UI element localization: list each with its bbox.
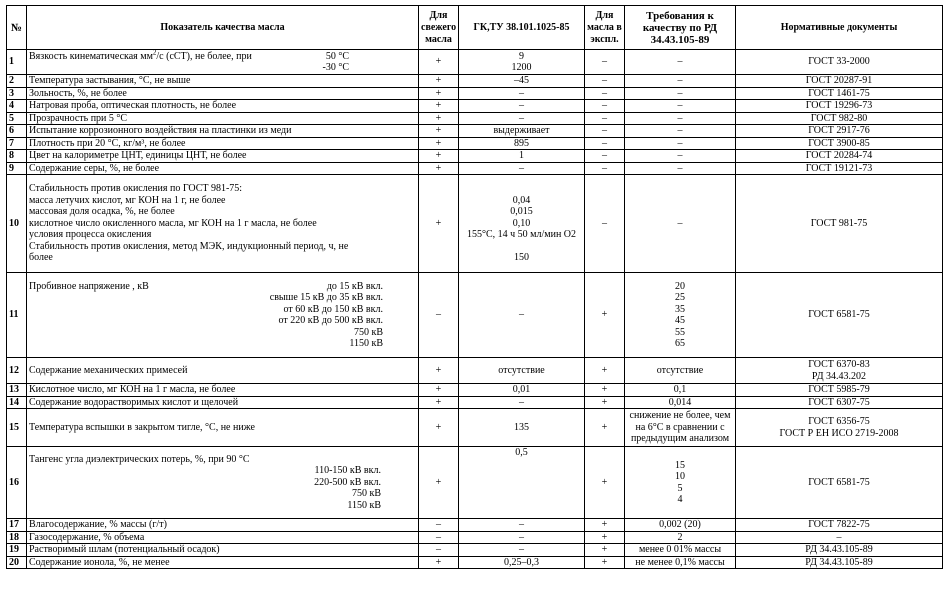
header-indicator: Показатель качества масла <box>27 6 419 50</box>
norm-cell: ГОСТ 5985-79 <box>736 384 943 397</box>
oper-cell: + <box>585 409 625 447</box>
table-row <box>7 75 943 88</box>
row-num: 3 <box>7 87 27 100</box>
fresh-cell: – <box>419 531 459 544</box>
row-num: 6 <box>7 125 27 138</box>
header-fresh: Для свежего масла <box>419 6 459 50</box>
indicator-text: Кислотное число, мг КОН на 1 г масла, не более <box>27 384 419 397</box>
table-row <box>7 137 943 150</box>
fresh-cell: – <box>419 544 459 557</box>
fresh-cell: + <box>419 112 459 125</box>
oper-cell: + <box>585 544 625 557</box>
indicator-sub: -30 °С <box>322 62 349 73</box>
req-cell: – <box>625 150 736 163</box>
gk-cell: 1 <box>459 150 585 163</box>
row-num: 19 <box>7 544 27 557</box>
header-req: Требования к качеству по РД 34.43.105-89 <box>625 6 736 50</box>
indicator-text: Температура застывания, °С, не выше <box>27 75 419 88</box>
indicator-line: Стабильность против окисления по ГОСТ 981-75: <box>29 183 243 195</box>
norm-cell: ГОСТ 7822-75 <box>736 519 943 532</box>
req-value: 55 <box>675 326 685 338</box>
gk-value: 1200 <box>511 62 532 73</box>
norm-value: ГОСТ Р ЕН ИСО 2719-2008 <box>779 427 899 439</box>
norm-cell: ГОСТ 2917-76 <box>736 125 943 138</box>
norm-cell: ГОСТ 20287-91 <box>736 75 943 88</box>
oper-cell: – <box>585 87 625 100</box>
table-row <box>7 396 943 409</box>
req-value: 35 <box>675 303 685 315</box>
table-row <box>7 125 943 138</box>
gk-value <box>461 183 582 195</box>
req-value: 65 <box>675 338 685 349</box>
gk-cell: выдерживает <box>459 125 585 138</box>
oper-cell: – <box>585 175 625 273</box>
oper-cell: + <box>585 358 625 384</box>
req-value: на 6°С в сравнении с <box>635 421 725 433</box>
indicator-text: Цвет на калориметре ЦНТ, единицы ЦНТ, не более <box>27 150 419 163</box>
table-row <box>7 556 943 569</box>
oil-quality-table <box>6 5 943 569</box>
norm-cell: – <box>736 531 943 544</box>
indicator-text: Прозрачность при 5 °С <box>27 112 419 125</box>
gk-cell: – <box>459 112 585 125</box>
req-cell <box>625 409 736 447</box>
req-value: 20 <box>675 280 685 292</box>
header-row <box>7 6 943 50</box>
row-num: 13 <box>7 384 27 397</box>
req-cell <box>625 447 736 519</box>
req-cell: не менее 0,1% массы <box>625 556 736 569</box>
oper-cell: + <box>585 384 625 397</box>
fresh-cell: + <box>419 175 459 273</box>
table-row <box>7 273 943 358</box>
oper-cell: – <box>585 75 625 88</box>
req-cell: – <box>625 50 736 75</box>
req-value: снижение не более, чем <box>629 410 731 422</box>
table-row <box>7 175 943 273</box>
norm-value: РД 34.43.202 <box>811 370 867 382</box>
indicator-text: Вязкость кинематическая $мм^2/с$ (сСТ), не более, при <box>29 49 252 62</box>
table-row <box>7 162 943 175</box>
gk-value: 0,10 <box>512 217 531 229</box>
indicator-text: Зольность, %, не более <box>27 87 419 100</box>
oper-cell: + <box>585 273 625 358</box>
norm-cell: ГОСТ 6581-75 <box>736 273 943 358</box>
row-num: 7 <box>7 137 27 150</box>
norm-cell: ГОСТ 982-80 <box>736 112 943 125</box>
req-value: предыдущим анализом <box>630 433 730 445</box>
indicator-text: Содержание серы, %, не более <box>27 162 419 175</box>
indicator-line: масса летучих кислот, мг КОН на 1 г, не более <box>29 194 226 206</box>
oper-cell: + <box>585 519 625 532</box>
indicator-sub: 1150 кВ <box>349 338 383 349</box>
norm-cell: ГОСТ 19296-73 <box>736 100 943 113</box>
req-cell: 2 <box>625 531 736 544</box>
fresh-cell: + <box>419 150 459 163</box>
fresh-cell: + <box>419 384 459 397</box>
indicator-sub: от 220 кВ до 500 кВ вкл. <box>278 315 383 326</box>
indicator-text: Пробивное напряжение , кВ <box>29 280 149 292</box>
fresh-cell: – <box>419 273 459 358</box>
norm-cell: ГОСТ 6581-75 <box>736 447 943 519</box>
indicator-text: Испытание коррозионного воздействия на пластинки из меди <box>27 125 419 138</box>
norm-cell: ГОСТ 19121-73 <box>736 162 943 175</box>
indicator-text: Влагосодержание, % массы (г/т) <box>27 519 419 532</box>
gk-cell: – <box>459 273 585 358</box>
indicator-sub: 750 кВ <box>353 326 383 338</box>
indicator-text: Температура вспышки в закрытом тигле, °С, не ниже <box>27 409 419 447</box>
row-num: 5 <box>7 112 27 125</box>
norm-cell: ГОСТ 3900-85 <box>736 137 943 150</box>
norm-cell: РД 34.43.105-89 <box>736 556 943 569</box>
norm-cell: ГОСТ 33-2000 <box>736 50 943 75</box>
gk-value <box>461 241 582 253</box>
norm-cell: ГОСТ 6307-75 <box>736 396 943 409</box>
indicator-line: Стабильность против окисления, метод МЭК, индукционный период, ч, не <box>29 240 349 252</box>
indicator-text: Содержание механических примесей <box>27 358 419 384</box>
row-num: 14 <box>7 396 27 409</box>
gk-cell: –45 <box>459 75 585 88</box>
req-cell: отсутствие <box>625 358 736 384</box>
oper-cell: + <box>585 447 625 519</box>
gk-cell: – <box>459 519 585 532</box>
gk-cell: – <box>459 531 585 544</box>
req-cell: – <box>625 175 736 273</box>
req-cell: – <box>625 137 736 150</box>
table-row <box>7 100 943 113</box>
row-num: 20 <box>7 556 27 569</box>
row-num: 8 <box>7 150 27 163</box>
gk-cell: 0,5 <box>459 447 585 519</box>
fresh-cell: + <box>419 162 459 175</box>
gk-cell: – <box>459 544 585 557</box>
fresh-cell: – <box>419 519 459 532</box>
req-cell: 0,014 <box>625 396 736 409</box>
gk-cell: отсутствие <box>459 358 585 384</box>
fresh-cell: + <box>419 556 459 569</box>
indicator-sub: 220-500 кВ вкл. <box>314 476 381 488</box>
row-num: 15 <box>7 409 27 447</box>
indicator-text: Плотность при 20 °С, кг/м³, не более <box>27 137 419 150</box>
indicator-sub: 50 °С <box>325 50 349 62</box>
gk-value: 155°С, 14 ч 50 мл/мин О2 <box>466 229 577 241</box>
fresh-cell: + <box>419 125 459 138</box>
table-row <box>7 87 943 100</box>
norm-cell: РД 34.43.105-89 <box>736 544 943 557</box>
table-row <box>7 112 943 125</box>
indicator-text: Содержание ионола, %, не менее <box>27 556 419 569</box>
norm-cell: ГОСТ 1461-75 <box>736 87 943 100</box>
indicator-sub: до 15 кВ вкл. <box>326 280 383 292</box>
oper-cell: – <box>585 150 625 163</box>
table-row <box>7 447 943 519</box>
row-num: 16 <box>7 447 27 519</box>
req-cell: – <box>625 162 736 175</box>
oper-cell: + <box>585 556 625 569</box>
gk-value: 150 <box>514 252 529 264</box>
fresh-cell: + <box>419 409 459 447</box>
indicator-sub: 110-150 кВ вкл. <box>314 465 381 477</box>
req-value: 10 <box>675 471 685 482</box>
row-num: 2 <box>7 75 27 88</box>
fresh-cell: + <box>419 50 459 75</box>
req-cell: – <box>625 87 736 100</box>
oper-cell: – <box>585 162 625 175</box>
oper-cell: – <box>585 125 625 138</box>
table-row <box>7 358 943 384</box>
indicator-text: Содержание водорастворимых кислот и щелочей <box>27 396 419 409</box>
indicator-line: более <box>29 252 53 264</box>
norm-cell: ГОСТ 981-75 <box>736 175 943 273</box>
gk-cell <box>459 50 585 75</box>
norm-cell <box>736 409 943 447</box>
oper-cell: – <box>585 137 625 150</box>
gk-cell: – <box>459 162 585 175</box>
table-row <box>7 384 943 397</box>
gk-value: 0,015 <box>510 206 533 218</box>
indicator-sub: 750 кВ <box>351 488 381 500</box>
oper-cell: + <box>585 531 625 544</box>
indicator-line: кислотное число окисленного масла, мг КОН на 1 г масла, не более <box>29 217 317 229</box>
table-row <box>7 544 943 557</box>
req-value: 4 <box>677 494 683 505</box>
fresh-cell: + <box>419 396 459 409</box>
indicator-cell <box>27 175 419 273</box>
oper-cell: – <box>585 100 625 113</box>
indicator-line: массовая доля осадка, %, не более <box>29 206 175 218</box>
indicator-text: Растворимый шлам (потенциальный осадок) <box>27 544 419 557</box>
indicator-text: Тангенс угла диэлектрических потерь, %, при 90 °С <box>29 453 250 465</box>
table-row <box>7 519 943 532</box>
oper-cell: + <box>585 396 625 409</box>
gk-value: 9 <box>519 50 524 62</box>
table-row <box>7 150 943 163</box>
row-num: 17 <box>7 519 27 532</box>
req-cell: 0,002 (20) <box>625 519 736 532</box>
fresh-cell: + <box>419 137 459 150</box>
fresh-cell: + <box>419 447 459 519</box>
table-row <box>7 50 943 75</box>
indicator-cell <box>27 50 419 75</box>
header-gk: ГК,ТУ 38.101.1025-85 <box>459 6 585 50</box>
row-num: 11 <box>7 273 27 358</box>
row-num: 12 <box>7 358 27 384</box>
fresh-cell: + <box>419 87 459 100</box>
header-norm: Нормативные документы <box>736 6 943 50</box>
req-value: 15 <box>675 459 685 471</box>
gk-cell: 135 <box>459 409 585 447</box>
gk-cell <box>459 175 585 273</box>
req-cell: 0,1 <box>625 384 736 397</box>
row-num: 4 <box>7 100 27 113</box>
row-num: 10 <box>7 175 27 273</box>
req-cell: менее 0 01% массы <box>625 544 736 557</box>
fresh-cell: + <box>419 358 459 384</box>
req-cell: – <box>625 112 736 125</box>
norm-value: ГОСТ 6356-75 <box>808 416 870 427</box>
oper-cell: – <box>585 112 625 125</box>
header-oper: Для масла в экспл. <box>585 6 625 50</box>
table-row <box>7 531 943 544</box>
fresh-cell: + <box>419 100 459 113</box>
norm-cell <box>736 358 943 384</box>
table-row <box>7 409 943 447</box>
gk-cell: – <box>459 100 585 113</box>
indicator-text: Натровая проба, оптическая плотность, не более <box>27 100 419 113</box>
indicator-cell <box>27 447 419 519</box>
row-num: 18 <box>7 531 27 544</box>
indicator-cell <box>27 273 419 358</box>
req-value: 45 <box>675 315 685 326</box>
req-value: 25 <box>675 292 685 303</box>
row-num: 9 <box>7 162 27 175</box>
gk-cell: – <box>459 396 585 409</box>
fresh-cell: + <box>419 75 459 88</box>
indicator-line: условия процесса окисления <box>29 229 152 241</box>
gk-cell: – <box>459 87 585 100</box>
gk-cell: 0,01 <box>459 384 585 397</box>
indicator-text: Газосодержание, % объема <box>27 531 419 544</box>
gk-cell: 895 <box>459 137 585 150</box>
document-page <box>6 5 942 569</box>
indicator-sub: свыше 15 кВ до 35 кВ вкл. <box>269 292 383 303</box>
req-cell: – <box>625 100 736 113</box>
row-num: 1 <box>7 50 27 75</box>
req-cell: – <box>625 75 736 88</box>
indicator-sub: 1150 кВ <box>347 499 381 511</box>
norm-value: ГОСТ 6370-83 <box>808 359 870 370</box>
req-cell: – <box>625 125 736 138</box>
norm-cell: ГОСТ 20284-74 <box>736 150 943 163</box>
req-value: 5 <box>677 482 683 494</box>
gk-value: 0,04 <box>512 194 531 206</box>
header-num: № <box>7 6 27 50</box>
req-cell <box>625 273 736 358</box>
oper-cell: – <box>585 50 625 75</box>
indicator-sub: от 60 кВ до 150 кВ вкл. <box>283 303 383 315</box>
gk-cell: 0,25–0,3 <box>459 556 585 569</box>
